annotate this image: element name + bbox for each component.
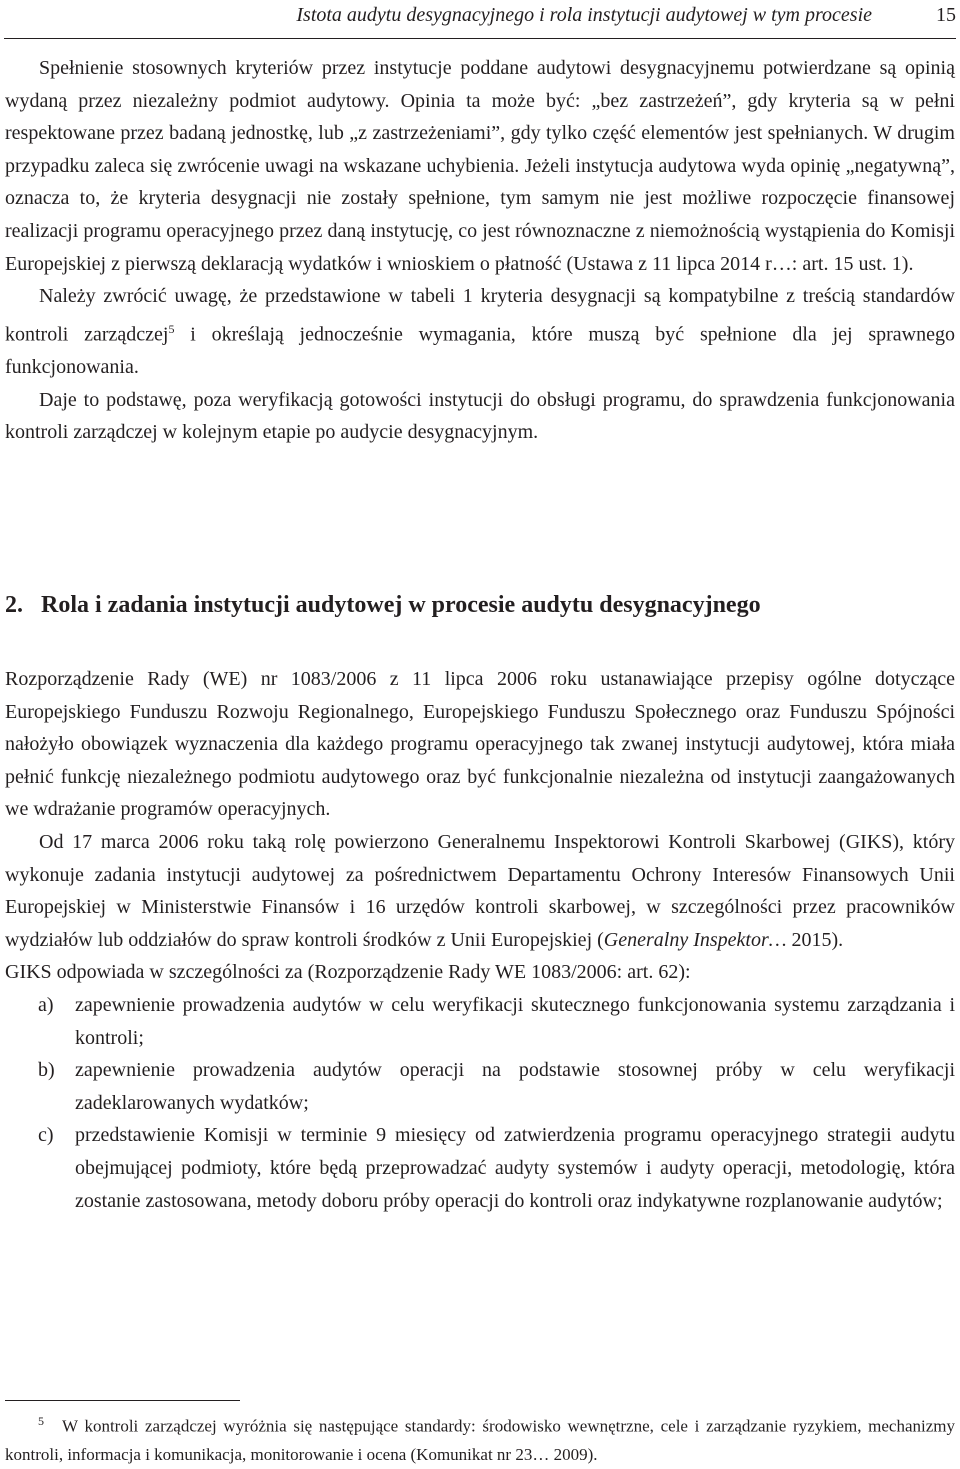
section-heading	[5, 592, 761, 619]
paragraph-giks-role	[5, 826, 955, 956]
list-item	[5, 989, 955, 1054]
paragraph-text: Od 17 marca 2006 roku taką rolę powierzono Generalnemu Inspektorowi Kontroli Skarbowej (GIKS), który wykonuje zadania instytucji audytowej za pośrednictwem Departamentu Ochrony Interesów Finansowych Unii Europejskiej w Ministerstwie Finansów i 16 urzędów kontroli skarbowej, w szczególności przez pracowników wydziałów lub oddziałów do spraw kontroli środków z Unii Europejskiej (	[5, 830, 955, 951]
paragraph-basis: Daje to podstawę, poza weryfikacją gotowości instytucji do obsługi programu, do sprawdzenia funkcjonowania kontroli zarządczej w kolejnym etapie po audycie desygnacyjnym.	[5, 388, 955, 444]
section-title: Rola i zadania instytucji audytowej w procesie audytu desygnacyjnego	[41, 592, 761, 618]
section-1-body	[5, 52, 955, 449]
list-item	[5, 1054, 955, 1119]
header-divider	[4, 38, 956, 39]
responsibilities-list	[5, 989, 955, 1217]
page-number: 15	[936, 4, 956, 26]
footnote-number: 5	[38, 1414, 44, 1428]
footnote-reference: 5	[168, 321, 175, 336]
paragraph-text: 2015).	[786, 928, 844, 951]
paragraph-text: i określają jednocześnie wymagania, które muszą być spełnione dla jej sprawnego funkcjonowania.	[5, 323, 955, 378]
list-item-text: przedstawienie Komisji w terminie 9 miesięcy od zatwierdzenia programu operacyjnego strategii audytu obejmującej podmioty, które będą przeprowadzać audyty systemów i audyty operacji, metodologię, która zostanie zastosowana, metody doboru próby operacji do kontroli oraz indykatywne rozplanowanie audytów;	[75, 1124, 955, 1212]
list-marker: a)	[38, 993, 54, 1016]
list-marker: b)	[38, 1059, 55, 1082]
footnote	[5, 1407, 955, 1469]
footnote-text: W kontroli zarządczej wyróżnia się następujące standardy: środowisko wewnętrzne, cele i zarządzanie ryzykiem, mechanizmy kontroli, informacja i komunikacja, monitorowanie i ocena (Komunikat nr 23… 2009).	[5, 1416, 955, 1464]
running-header	[0, 2, 960, 30]
citation-italic: Generalny Inspektor…	[603, 928, 787, 951]
paragraph-giks-responsibilities: GIKS odpowiada w szczególności za (Rozporządzenie Rady WE 1083/2006: art. 62):	[5, 961, 691, 984]
paragraph-criteria-compatibility	[5, 280, 955, 383]
paragraph-regulation: Rozporządzenie Rady (WE) nr 1083/2006 z 11 lipca 2006 roku ustanawiające przepisy ogólne dotyczące Europejskiego Funduszu Rozwoju Regionalnego, Europejskiego Funduszu Społecznego oraz Funduszu Spójności nałożyło obowiązek wyznaczenia dla każdego programu operacyjnego tak zwanej instytucji audytowej, która miała pełnić funkcję niezależnego podmiotu audytowego oraz być funkcjonalnie niezależna od instytucji zaangażowanych we wdrażanie programów operacyjnych.	[5, 668, 955, 821]
list-item-text: zapewnienie prowadzenia audytów w celu weryfikacji skutecznego funkcjonowania systemu zarządzania i kontroli;	[75, 993, 955, 1049]
list-marker: c)	[38, 1124, 54, 1147]
paragraph-text: Należy zwrócić uwagę, że przedstawione w tabeli 1 kryteria desygnacji są kompatybilne z treścią standardów kontroli zarządczej	[5, 285, 955, 346]
list-item	[5, 1119, 955, 1217]
section-number: 2.	[5, 592, 23, 618]
footnote-divider	[5, 1400, 240, 1401]
list-item-text: zapewnienie prowadzenia audytów operacji na podstawie stosownej próby w celu weryfikacji zadeklarowanych wydatków;	[75, 1059, 955, 1114]
section-2-body	[5, 663, 955, 1217]
running-header-title: Istota audytu desygnacyjnego i rola instytucji audytowej w tym procesie	[296, 4, 872, 26]
paragraph-opinion-types: Spełnienie stosownych kryteriów przez instytucje poddane audytowi desygnacyjnemu potwierdzane są opinią wydaną przez niezależny podmiot audytowy. Opinia ta może być: „bez zastrzeżeń”, gdy kryteria są w pełni respektowane przez badaną jednostkę, lub „z zastrzeżeniami”, gdy tylko część elementów jest spełnianych. W drugim przypadku zaleca się zwrócenie uwagi na wskazane uchybienia. Jeżeli instytucja audytowa wyda opinię „negatywną”, oznacza to, że kryteria desygnacji nie zostały spełnione, tym samym nie jest możliwe rozpoczęcie finansowej realizacji programu operacyjnego przez daną instytucję, co jest równoznaczne z niemożnością wystąpienia do Komisji Europejskiej z pierwszą deklaracją wydatków i wnioskiem o płatność (Ustawa z 11 lipca 2014 r…: art. 15 ust. 1).	[5, 57, 955, 275]
